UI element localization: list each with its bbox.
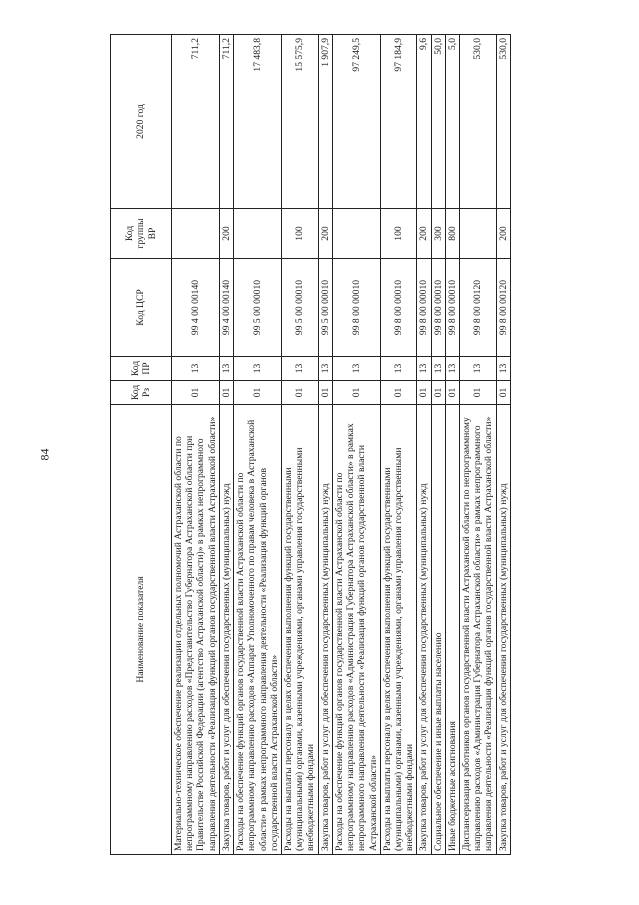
row-rz: 01 — [172, 381, 220, 405]
row-name: Расходы на обеспечение функций органов государственной власти Астраханской области по непрограммному направлению расходов «Аппарат Уполномоченного по правам человека в Астраханской области» в рамках непрограммного направления деятельности «Реализация функций органов государственной власти Астраханской области» — [234, 405, 282, 855]
table-row — [234, 35, 282, 855]
table-row — [460, 35, 497, 855]
row-name: Материально-техническое обеспечение реализации отдельных полномочий Астраханской области по непрограммному направлению расходов «Представительство Губернатора Астраханской области при Правительстве Российской Федерации (агентство Астраханской области)» в рамках непрограммного направления деятельности «Реализация функций органов государственной власти Астраханской области» — [172, 405, 220, 855]
row-amount: 17 483,8 — [234, 35, 282, 209]
row-amount: 530,0 — [460, 35, 497, 209]
row-amount: 5,0 — [445, 35, 459, 209]
row-csr: 99 5 00 00010 — [318, 259, 332, 357]
row-rz: 01 — [460, 381, 497, 405]
row-rz: 01 — [234, 381, 282, 405]
row-pr: 13 — [172, 357, 220, 381]
row-amount: 15 575,9 — [281, 35, 318, 209]
row-name: Иные бюджетные ассигнования — [445, 405, 459, 855]
header-rz: Код Рз — [111, 381, 172, 405]
row-csr: 99 8 00 00010 — [332, 259, 380, 357]
row-amount: 97 249,5 — [332, 35, 380, 209]
row-vr: 300 — [431, 209, 445, 259]
table-row — [445, 35, 459, 855]
header-amount: 2020 год — [111, 35, 172, 209]
row-vr: 800 — [445, 209, 459, 259]
row-amount: 9,6 — [417, 35, 431, 209]
row-pr: 13 — [281, 357, 318, 381]
row-name: Закупка товаров, работ и услуг для обеспечения государственных (муниципальных) нужд — [496, 405, 510, 855]
row-csr: 99 4 00 00140 — [172, 259, 220, 357]
row-pr: 13 — [445, 357, 459, 381]
row-vr: 200 — [417, 209, 431, 259]
table-row — [380, 35, 417, 855]
row-vr — [172, 209, 220, 259]
row-name: Диспансеризация работников органов государственной власти Астраханской области по непрограммному направлению расходов «Администрация Губернатора Астраханской области» в рамках непрограммного направления деятельности «Реализация функций органов государственной власти Астраханской области» — [460, 405, 497, 855]
budget-table — [110, 34, 511, 855]
row-csr: 99 5 00 00010 — [234, 259, 282, 357]
row-pr: 13 — [318, 357, 332, 381]
row-name: Закупка товаров, работ и услуг для обеспечения государственных (муниципальных) нужд — [417, 405, 431, 855]
row-csr: 99 8 00 00010 — [431, 259, 445, 357]
page-number: 84 — [37, 448, 52, 461]
row-rz: 01 — [219, 381, 233, 405]
row-name: Закупка товаров, работ и услуг для обеспечения государственных (муниципальных) нужд — [318, 405, 332, 855]
row-name: Расходы на выплаты персоналу в целях обеспечения выполнения функций государственными (муниципальными) органами, казенными учреждениями, органами управления государственными внебюджетными фондами — [380, 405, 417, 855]
table-row — [172, 35, 220, 855]
row-csr: 99 4 00 00140 — [219, 259, 233, 357]
header-pr: Код ПР — [111, 357, 172, 381]
row-amount: 1 907,9 — [318, 35, 332, 209]
row-rz: 01 — [281, 381, 318, 405]
row-name: Расходы на обеспечение функций органов государственной власти Астраханской области по непрограммному направлению расходов «Администрация Губернатора Астраханской области» в рамках непрограммного направления деятельности «Реализация функций органов государственной власти Астраханской области» — [332, 405, 380, 855]
row-vr — [332, 209, 380, 259]
row-pr: 13 — [417, 357, 431, 381]
row-pr: 13 — [380, 357, 417, 381]
table-row — [332, 35, 380, 855]
row-amount: 530,0 — [496, 35, 510, 209]
table-row — [417, 35, 431, 855]
row-pr: 13 — [332, 357, 380, 381]
row-rz: 01 — [431, 381, 445, 405]
row-name: Социальное обеспечение и иные выплаты населению — [431, 405, 445, 855]
row-vr — [234, 209, 282, 259]
row-amount: 711,2 — [172, 35, 220, 209]
row-vr: 200 — [219, 209, 233, 259]
header-name: Наименование показателя — [111, 405, 172, 855]
row-pr: 13 — [460, 357, 497, 381]
row-csr: 99 8 00 00010 — [417, 259, 431, 357]
row-pr: 13 — [496, 357, 510, 381]
header-csr: Код ЦСР — [111, 259, 172, 357]
row-amount: 97 184,9 — [380, 35, 417, 209]
row-rz: 01 — [417, 381, 431, 405]
rotated-page-content — [110, 35, 565, 855]
row-rz: 01 — [332, 381, 380, 405]
row-name: Расходы на выплаты персоналу в целях обеспечения выполнения функций государственными (муниципальными) органами, казенными учреждениями, органами управления государственными внебюджетными фондами — [281, 405, 318, 855]
header-vr: Код группы ВР — [111, 209, 172, 259]
row-csr: 99 8 00 00010 — [445, 259, 459, 357]
row-vr: 100 — [281, 209, 318, 259]
row-rz: 01 — [380, 381, 417, 405]
table-row — [219, 35, 233, 855]
row-amount: 711,2 — [219, 35, 233, 209]
row-name: Закупка товаров, работ и услуг для обеспечения государственных (муниципальных) нужд — [219, 405, 233, 855]
row-pr: 13 — [234, 357, 282, 381]
row-rz: 01 — [445, 381, 459, 405]
row-amount: 50,0 — [431, 35, 445, 209]
table-header-row — [111, 35, 172, 855]
row-vr: 200 — [318, 209, 332, 259]
row-csr: 99 8 00 00120 — [496, 259, 510, 357]
row-csr: 99 5 00 00010 — [281, 259, 318, 357]
row-vr: 100 — [380, 209, 417, 259]
table-row — [318, 35, 332, 855]
table-row — [431, 35, 445, 855]
table-row — [496, 35, 510, 855]
table-row — [281, 35, 318, 855]
row-rz: 01 — [496, 381, 510, 405]
row-pr: 13 — [219, 357, 233, 381]
row-vr — [460, 209, 497, 259]
row-pr: 13 — [431, 357, 445, 381]
row-csr: 99 8 00 00120 — [460, 259, 497, 357]
row-rz: 01 — [318, 381, 332, 405]
row-vr: 200 — [496, 209, 510, 259]
row-csr: 99 8 00 00010 — [380, 259, 417, 357]
